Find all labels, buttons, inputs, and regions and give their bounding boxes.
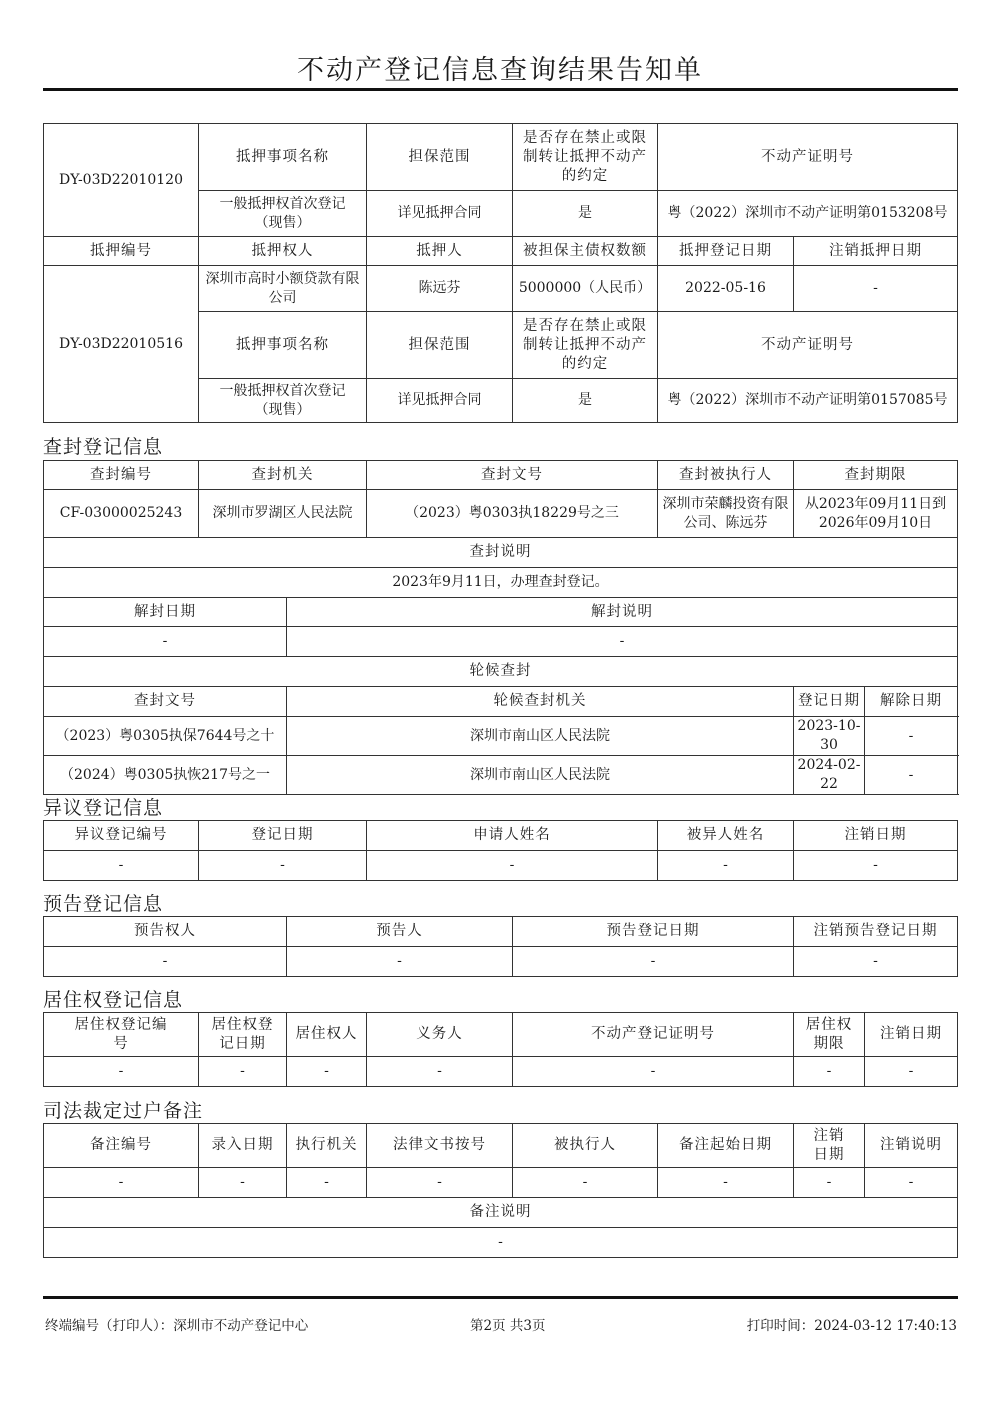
header-cell: 不动产登记证明号 — [513, 1013, 794, 1057]
table-cell: - — [658, 1168, 794, 1198]
header-cell: 注销日期 — [794, 821, 958, 851]
header-cell: 查封期限 — [794, 461, 958, 490]
waiting-release-date: - — [865, 756, 958, 795]
table-row — [44, 821, 958, 851]
judicial-section-title: 司法裁定过户备注 — [43, 1100, 204, 1122]
header-cell: 居住权登记编号 — [44, 1013, 199, 1057]
seizure-section-title: 查封登记信息 — [43, 436, 164, 458]
table-row — [44, 1013, 958, 1057]
footer-page: 第2页 共3页 — [470, 1318, 546, 1334]
seizure-doc-no: （2023）粤0303执18229号之三 — [367, 490, 658, 538]
header-cell: 抵押登记日期 — [658, 237, 794, 266]
header-cell: 查封文号 — [367, 461, 658, 490]
table-cell: - — [287, 1057, 367, 1087]
table-cell: - — [367, 1057, 513, 1087]
mortgage-restrict: 是 — [513, 379, 658, 423]
mortgage-amount: 5000000（人民币） — [513, 266, 658, 312]
table-cell: - — [367, 851, 658, 881]
seizure-note: 2023年9月11日，办理查封登记。 — [44, 568, 958, 598]
notice-section-title: 预告登记信息 — [43, 893, 164, 915]
mortgage-cert: 粤（2022）深圳市不动产证明第0153208号 — [658, 191, 958, 237]
header-cell: 担保范围 — [367, 124, 513, 191]
header-cell: 居住权人 — [287, 1013, 367, 1057]
header-cell: 备注编号 — [44, 1124, 199, 1168]
objection-section-title: 异议登记信息 — [43, 797, 164, 819]
table-row — [44, 851, 958, 881]
header-cell: 被担保主债权数额 — [513, 237, 658, 266]
table-cell: - — [199, 851, 367, 881]
table-row — [44, 124, 958, 191]
header-cell: 执行机关 — [287, 1124, 367, 1168]
seizure-period: 从2023年09月11日到2026年09月10日 — [794, 490, 958, 538]
table-row — [44, 490, 958, 538]
header-cell: 抵押编号 — [44, 237, 199, 266]
table-cell: - — [287, 1168, 367, 1198]
table-cell: - — [44, 947, 287, 977]
table-row — [44, 266, 958, 312]
header-cell: 抵押事项名称 — [199, 124, 367, 191]
header-cell: 是否存在禁止或限制转让抵押不动产的约定 — [513, 124, 658, 191]
header-cell: 解封日期 — [44, 598, 287, 627]
header-cell: 注销预告登记日期 — [794, 917, 958, 947]
mortgage-item-name: 一般抵押权首次登记（现售） — [199, 379, 367, 423]
table-row — [44, 1228, 958, 1258]
header-cell: 轮候查封 — [44, 657, 958, 687]
header-cell: 解除日期 — [865, 687, 958, 717]
header-cell: 注销日期 — [865, 1013, 958, 1057]
header-cell: 查封文号 — [44, 687, 287, 717]
mortgage-cert: 粤（2022）深圳市不动产证明第0157085号 — [658, 379, 958, 423]
table-row — [44, 461, 958, 490]
waiting-authority: 深圳市南山区人民法院 — [287, 756, 794, 795]
judicial-table — [43, 1123, 958, 1258]
header-cell: 担保范围 — [367, 312, 513, 379]
footer-rule — [43, 1296, 958, 1299]
header-cell: 是否存在禁止或限制转让抵押不动产的约定 — [513, 312, 658, 379]
table-row — [44, 627, 958, 657]
header-cell: 备注起始日期 — [658, 1124, 794, 1168]
table-cell: - — [513, 1168, 658, 1198]
page-title: 不动产登记信息查询结果告知单 — [297, 55, 703, 86]
table-cell: - — [794, 1057, 865, 1087]
header-cell: 注销说明 — [865, 1124, 958, 1168]
judicial-note: - — [44, 1228, 958, 1258]
header-cell: 义务人 — [367, 1013, 513, 1057]
header-cell: 解封说明 — [287, 598, 958, 627]
table-cell: - — [513, 947, 794, 977]
mortgagor: 陈远芬 — [367, 266, 513, 312]
notice-table — [43, 916, 958, 977]
objection-table — [43, 820, 958, 881]
waiting-reg-date: 2024-02-22 — [794, 756, 865, 795]
seizure-no: CF-03000025243 — [44, 490, 199, 538]
table-cell: - — [794, 851, 958, 881]
table-row — [44, 1057, 958, 1087]
header-cell: 查封编号 — [44, 461, 199, 490]
header-cell: 被异人姓名 — [658, 821, 794, 851]
table-row — [44, 756, 958, 795]
footer-terminal: 终端编号（打印人）：深圳市不动产登记中心 — [45, 1318, 309, 1334]
table-cell: - — [44, 1057, 199, 1087]
header-cell: 登记日期 — [794, 687, 865, 717]
table-cell: - — [287, 947, 513, 977]
residence-table — [43, 1012, 958, 1087]
mortgage-reg-date: 2022-05-16 — [658, 266, 794, 312]
table-cell: - — [44, 851, 199, 881]
table-row — [44, 237, 958, 266]
mortgage-restrict: 是 — [513, 191, 658, 237]
header-cell: 预告权人 — [44, 917, 287, 947]
header-cell: 抵押人 — [367, 237, 513, 266]
table-row — [44, 717, 958, 756]
header-cell: 被执行人 — [513, 1124, 658, 1168]
mortgage-scope: 详见抵押合同 — [367, 379, 513, 423]
footer-print-time: 打印时间：2024-03-12 17:40:13 — [746, 1318, 957, 1334]
header-cell: 注销日期 — [794, 1124, 865, 1168]
table-row — [44, 1198, 958, 1228]
mortgage-item-name: 一般抵押权首次登记（现售） — [199, 191, 367, 237]
table-cell: - — [199, 1057, 287, 1087]
waiting-doc-no: （2024）粤0305执恢217号之一 — [44, 756, 287, 795]
waiting-reg-date: 2023-10-30 — [794, 717, 865, 756]
header-cell: 申请人姓名 — [367, 821, 658, 851]
header-cell: 注销抵押日期 — [794, 237, 958, 266]
header-cell: 异议登记编号 — [44, 821, 199, 851]
header-cell: 查封被执行人 — [658, 461, 794, 490]
mortgagee: 深圳市高时小额贷款有限公司 — [199, 266, 367, 312]
table-row — [44, 657, 958, 687]
table-cell: - — [513, 1057, 794, 1087]
header-cell: 预告登记日期 — [513, 917, 794, 947]
header-cell: 居住权期限 — [794, 1013, 865, 1057]
header-cell: 备注说明 — [44, 1198, 958, 1228]
waiting-doc-no: （2023）粤0305执保7644号之十 — [44, 717, 287, 756]
header-cell: 登记日期 — [199, 821, 367, 851]
header-cell: 查封说明 — [44, 538, 958, 568]
table-cell: - — [794, 1168, 865, 1198]
seizure-authority: 深圳市罗湖区人民法院 — [199, 490, 367, 538]
header-cell: 法律文书按号 — [367, 1124, 513, 1168]
mortgage-no: DY-03D22010516 — [44, 266, 199, 423]
header-cell: 抵押权人 — [199, 237, 367, 266]
table-row — [44, 1124, 958, 1168]
mortgage-cancel-date: - — [794, 266, 958, 312]
header-cell: 不动产证明号 — [658, 312, 958, 379]
header-cell: 预告人 — [287, 917, 513, 947]
table-row — [44, 947, 958, 977]
release-date: - — [44, 627, 287, 657]
table-row — [44, 598, 958, 627]
table-cell: - — [199, 1168, 287, 1198]
seizure-subject: 深圳市荣麟投资有限公司、陈远芬 — [658, 490, 794, 538]
table-cell: - — [865, 1057, 958, 1087]
title-rule — [43, 88, 958, 91]
mortgage-table — [43, 123, 958, 423]
table-row — [44, 917, 958, 947]
table-cell: - — [794, 947, 958, 977]
table-row — [44, 568, 958, 598]
header-cell: 查封机关 — [199, 461, 367, 490]
waiting-release-date: - — [865, 717, 958, 756]
table-row — [44, 538, 958, 568]
header-cell: 居住权登记日期 — [199, 1013, 287, 1057]
table-cell: - — [865, 1168, 958, 1198]
release-note: - — [287, 627, 958, 657]
waiting-authority: 深圳市南山区人民法院 — [287, 717, 794, 756]
header-cell: 录入日期 — [199, 1124, 287, 1168]
table-cell: - — [367, 1168, 513, 1198]
mortgage-scope: 详见抵押合同 — [367, 191, 513, 237]
table-row — [44, 1168, 958, 1198]
seizure-table — [43, 460, 958, 795]
residence-section-title: 居住权登记信息 — [43, 989, 184, 1011]
mortgage-no: DY-03D22010120 — [44, 124, 199, 237]
table-cell: - — [44, 1168, 199, 1198]
header-cell: 抵押事项名称 — [199, 312, 367, 379]
table-row — [44, 687, 958, 717]
table-cell: - — [658, 851, 794, 881]
header-cell: 不动产证明号 — [658, 124, 958, 191]
header-cell: 轮候查封机关 — [287, 687, 794, 717]
